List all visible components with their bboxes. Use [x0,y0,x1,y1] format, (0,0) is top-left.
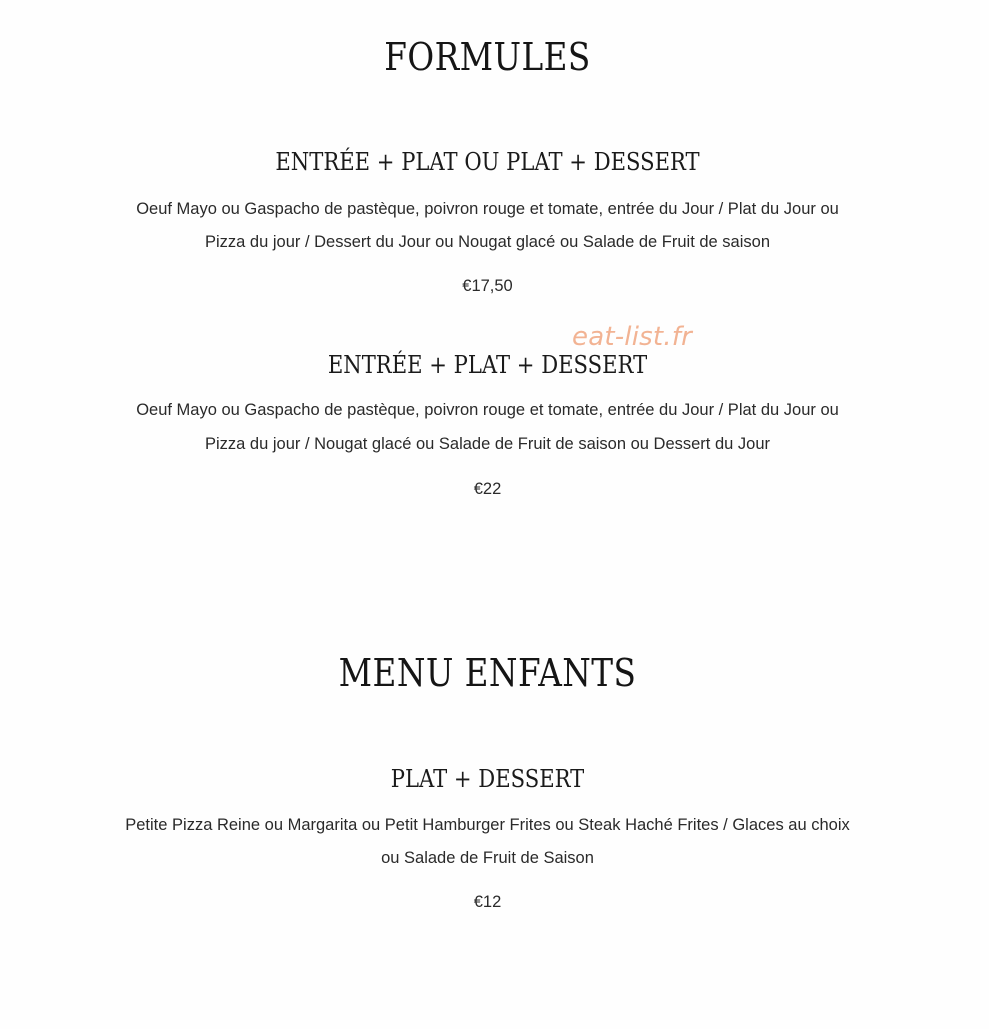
section-title-menu-enfants: MENU ENFANTS [338,651,637,695]
section-title-formules: FORMULES [384,35,591,79]
menu-item-price: €17,50 [462,277,513,295]
menu-item-description-line2: Pizza du jour / Nougat glacé ou Salade de Fruit de saison ou Dessert du Jour [205,435,770,453]
menu-item-price: €12 [473,893,502,911]
menu-item-description-line2: Pizza du jour / Dessert du Jour ou Nougat glacé ou Salade de Fruit de saison [205,233,770,251]
menu-item-name: ENTRÉE + PLAT + DESSERT [327,351,648,379]
menu-item-price: €22 [473,480,502,498]
watermark: eat-list.fr [572,322,692,352]
menu-item-description-line1: Oeuf Mayo ou Gaspacho de pastèque, poivron rouge et tomate, entrée du Jour / Plat du Jour ou [136,200,839,218]
menu-item-description-line1: Oeuf Mayo ou Gaspacho de pastèque, poivron rouge et tomate, entrée du Jour / Plat du Jour ou [136,401,839,419]
menu-item-description-line1: Petite Pizza Reine ou Margarita ou Petit Hamburger Frites ou Steak Haché Frites / Glaces au choix [125,816,850,834]
menu-item-name: ENTRÉE + PLAT OU PLAT + DESSERT [275,148,700,176]
menu-item-description-line2: ou Salade de Fruit de Saison [381,849,594,867]
menu-item-name: PLAT + DESSERT [390,765,585,793]
